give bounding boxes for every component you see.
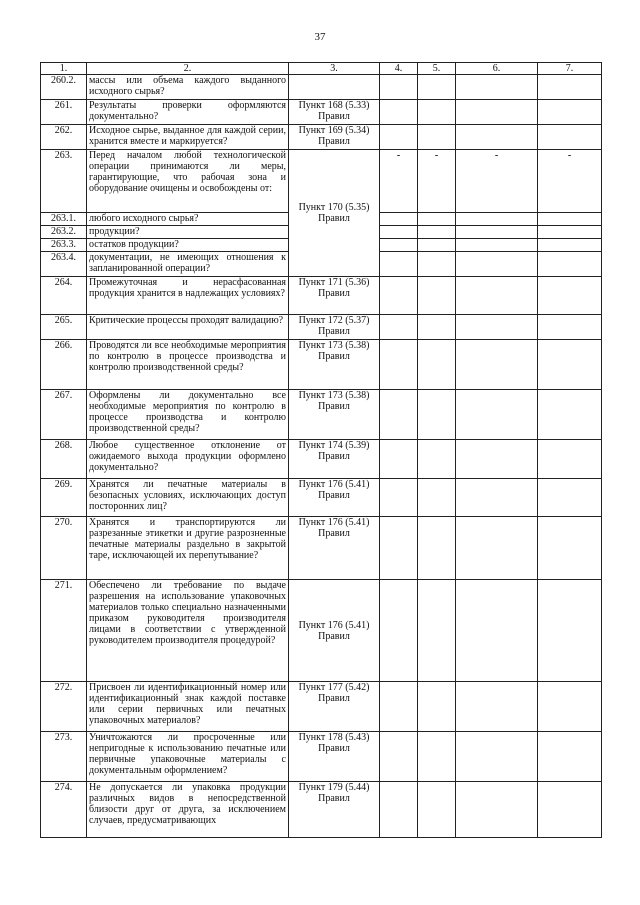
- answer-cell: [456, 517, 538, 580]
- answer-cell: [538, 732, 602, 782]
- table-row: [41, 150, 602, 213]
- answer-cell: [418, 340, 456, 390]
- item-number: 265.: [41, 315, 87, 340]
- answer-cell: [418, 239, 456, 252]
- answer-cell: [456, 125, 538, 150]
- answer-cell: -: [538, 150, 602, 213]
- table-header-row: [41, 63, 602, 75]
- item-number: 266.: [41, 340, 87, 390]
- answer-cell: [418, 732, 456, 782]
- answer-cell: [456, 732, 538, 782]
- answer-cell: [418, 252, 456, 277]
- item-question: Хранятся ли печатные материалы в безопасных условиях, исключающих доступ посторонних лиц?: [87, 479, 289, 517]
- column-header: 2.: [87, 63, 289, 75]
- answer-cell: [456, 682, 538, 732]
- answer-cell: [456, 226, 538, 239]
- answer-cell: [380, 479, 418, 517]
- answer-cell: [380, 239, 418, 252]
- table-row: [41, 75, 602, 100]
- answer-cell: [380, 517, 418, 580]
- answer-cell: [538, 125, 602, 150]
- item-question: любого исходного сырья?: [87, 213, 289, 226]
- table-row: [41, 390, 602, 440]
- answer-cell: [456, 100, 538, 125]
- item-number: 269.: [41, 479, 87, 517]
- answer-cell: [456, 315, 538, 340]
- item-number: 270.: [41, 517, 87, 580]
- answer-cell: -: [456, 150, 538, 213]
- answer-cell: [380, 682, 418, 732]
- answer-cell: [418, 782, 456, 838]
- item-number: 263.2.: [41, 226, 87, 239]
- answer-cell: [456, 782, 538, 838]
- answer-cell: [456, 340, 538, 390]
- column-header: 1.: [41, 63, 87, 75]
- item-reference: Пункт 178 (5.43) Правил: [289, 732, 380, 782]
- inspection-checklist-table: [40, 62, 602, 838]
- answer-cell: [380, 226, 418, 239]
- answer-cell: [538, 277, 602, 315]
- answer-cell: [418, 75, 456, 100]
- item-number: 263.1.: [41, 213, 87, 226]
- answer-cell: [456, 75, 538, 100]
- table-row: [41, 517, 602, 580]
- answer-cell: [418, 682, 456, 732]
- item-number: 263.: [41, 150, 87, 213]
- item-question: Промежуточная и нерасфасованная продукция хранится в надлежащих условиях?: [87, 277, 289, 315]
- answer-cell: [538, 252, 602, 277]
- answer-cell: [538, 440, 602, 479]
- answer-cell: [380, 440, 418, 479]
- answer-cell: [380, 125, 418, 150]
- answer-cell: [538, 580, 602, 682]
- item-number: 274.: [41, 782, 87, 838]
- answer-cell: [538, 75, 602, 100]
- answer-cell: [456, 440, 538, 479]
- item-reference: Пункт 168 (5.33) Правил: [289, 100, 380, 125]
- answer-cell: [538, 782, 602, 838]
- item-reference: Пункт 174 (5.39) Правил: [289, 440, 380, 479]
- item-reference: Пункт 173 (5.38) Правил: [289, 340, 380, 390]
- answer-cell: [456, 252, 538, 277]
- answer-cell: -: [418, 150, 456, 213]
- answer-cell: [380, 340, 418, 390]
- answer-cell: [538, 213, 602, 226]
- table-row: [41, 125, 602, 150]
- table-row: [41, 315, 602, 340]
- table-row: [41, 580, 602, 682]
- answer-cell: [380, 580, 418, 682]
- item-number: 273.: [41, 732, 87, 782]
- item-number: 261.: [41, 100, 87, 125]
- table-row: [41, 100, 602, 125]
- answer-cell: [456, 580, 538, 682]
- item-question: продукции?: [87, 226, 289, 239]
- answer-cell: [456, 479, 538, 517]
- item-number: 267.: [41, 390, 87, 440]
- answer-cell: [456, 390, 538, 440]
- item-question: Перед началом любой технологической операции принимаются ли меры, гарантирующие, что рабочая зона и оборудование очищены и освобождены от:: [87, 150, 289, 213]
- answer-cell: [538, 340, 602, 390]
- column-header: 3.: [289, 63, 380, 75]
- answer-cell: -: [380, 150, 418, 213]
- item-question: документации, не имеющих отношения к запланированной операции?: [87, 252, 289, 277]
- item-question: Любое существенное отклонение от ожидаемого выхода продукции оформлено документально?: [87, 440, 289, 479]
- answer-cell: [538, 100, 602, 125]
- answer-cell: [418, 226, 456, 239]
- table-row: [41, 277, 602, 315]
- item-question: массы или объема каждого выданного исходного сырья?: [87, 75, 289, 100]
- column-header: 5.: [418, 63, 456, 75]
- item-reference: Пункт 176 (5.41) Правил: [289, 517, 380, 580]
- answer-cell: [418, 479, 456, 517]
- answer-cell: [456, 277, 538, 315]
- answer-cell: [380, 75, 418, 100]
- item-question: Уничтожаются ли просроченные или непригодные к использованию печатные или первичные упаковочные материалы с документальным оформлением?: [87, 732, 289, 782]
- item-question: Критические процессы проходят валидацию?: [87, 315, 289, 340]
- item-question: Оформлены ли документально все необходимые мероприятия по контролю в процессе производства и контролю производственной среды?: [87, 390, 289, 440]
- item-number: 264.: [41, 277, 87, 315]
- table-row: [41, 782, 602, 838]
- answer-cell: [456, 239, 538, 252]
- item-question: Результаты проверки оформляются документально?: [87, 100, 289, 125]
- item-question: Обеспечено ли требование по выдаче разрешения на использование упаковочных материалов только специально назначенными приказом руководителя производителя лицами в соответствии с утвержденной руководителем производителя процедурой?: [87, 580, 289, 682]
- table-row: [41, 440, 602, 479]
- item-reference: Пункт 179 (5.44) Правил: [289, 782, 380, 838]
- answer-cell: [538, 479, 602, 517]
- table-row: [41, 340, 602, 390]
- table-row: [41, 732, 602, 782]
- item-question: Не допускается ли упаковка продукции различных видов в непосредственной близости друг от друга, за исключением случаев, предусматривающих: [87, 782, 289, 838]
- column-header: 7.: [538, 63, 602, 75]
- item-number: 271.: [41, 580, 87, 682]
- item-number: 263.3.: [41, 239, 87, 252]
- table-row: [41, 682, 602, 732]
- answer-cell: [418, 213, 456, 226]
- answer-cell: [538, 682, 602, 732]
- answer-cell: [380, 213, 418, 226]
- item-question: Проводятся ли все необходимые мероприятия по контролю в процессе производства и контролю производственной среды?: [87, 340, 289, 390]
- answer-cell: [418, 100, 456, 125]
- item-number: 272.: [41, 682, 87, 732]
- column-header: 6.: [456, 63, 538, 75]
- item-reference: Пункт 176 (5.41) Правил: [289, 479, 380, 517]
- item-reference: Пункт 177 (5.42) Правил: [289, 682, 380, 732]
- answer-cell: [418, 315, 456, 340]
- answer-cell: [380, 390, 418, 440]
- item-question: Присвоен ли идентификационный номер или идентификационный знак каждой поставке или серии первичных или печатных упаковочных материалов?: [87, 682, 289, 732]
- item-number: 268.: [41, 440, 87, 479]
- item-reference: Пункт 170 (5.35) Правил: [289, 150, 380, 277]
- answer-cell: [418, 580, 456, 682]
- item-question: Хранятся и транспортируются ли разрезанные этикетки и другие разрозненные печатные материалы раздельно в закрытой таре, исключающей их перепутывание?: [87, 517, 289, 580]
- answer-cell: [456, 213, 538, 226]
- item-reference: Пункт 171 (5.36) Правил: [289, 277, 380, 315]
- answer-cell: [380, 277, 418, 315]
- item-reference: Пункт 173 (5.38) Правил: [289, 390, 380, 440]
- answer-cell: [380, 315, 418, 340]
- answer-cell: [418, 390, 456, 440]
- answer-cell: [418, 440, 456, 479]
- item-reference: Пункт 176 (5.41) Правил: [289, 580, 380, 682]
- answer-cell: [418, 517, 456, 580]
- item-question: остатков продукции?: [87, 239, 289, 252]
- item-question: Исходное сырье, выданное для каждой серии, хранится вместе и маркируется?: [87, 125, 289, 150]
- answer-cell: [538, 239, 602, 252]
- answer-cell: [418, 125, 456, 150]
- column-header: 4.: [380, 63, 418, 75]
- item-number: 262.: [41, 125, 87, 150]
- answer-cell: [538, 315, 602, 340]
- item-number: 260.2.: [41, 75, 87, 100]
- table-row: [41, 479, 602, 517]
- item-reference: Пункт 172 (5.37) Правил: [289, 315, 380, 340]
- answer-cell: [380, 252, 418, 277]
- answer-cell: [418, 277, 456, 315]
- answer-cell: [538, 517, 602, 580]
- answer-cell: [380, 732, 418, 782]
- answer-cell: [380, 100, 418, 125]
- item-reference: Пункт 169 (5.34) Правил: [289, 125, 380, 150]
- item-reference: [289, 75, 380, 100]
- answer-cell: [538, 226, 602, 239]
- page-number: 37: [314, 31, 326, 43]
- answer-cell: [538, 390, 602, 440]
- item-number: 263.4.: [41, 252, 87, 277]
- answer-cell: [380, 782, 418, 838]
